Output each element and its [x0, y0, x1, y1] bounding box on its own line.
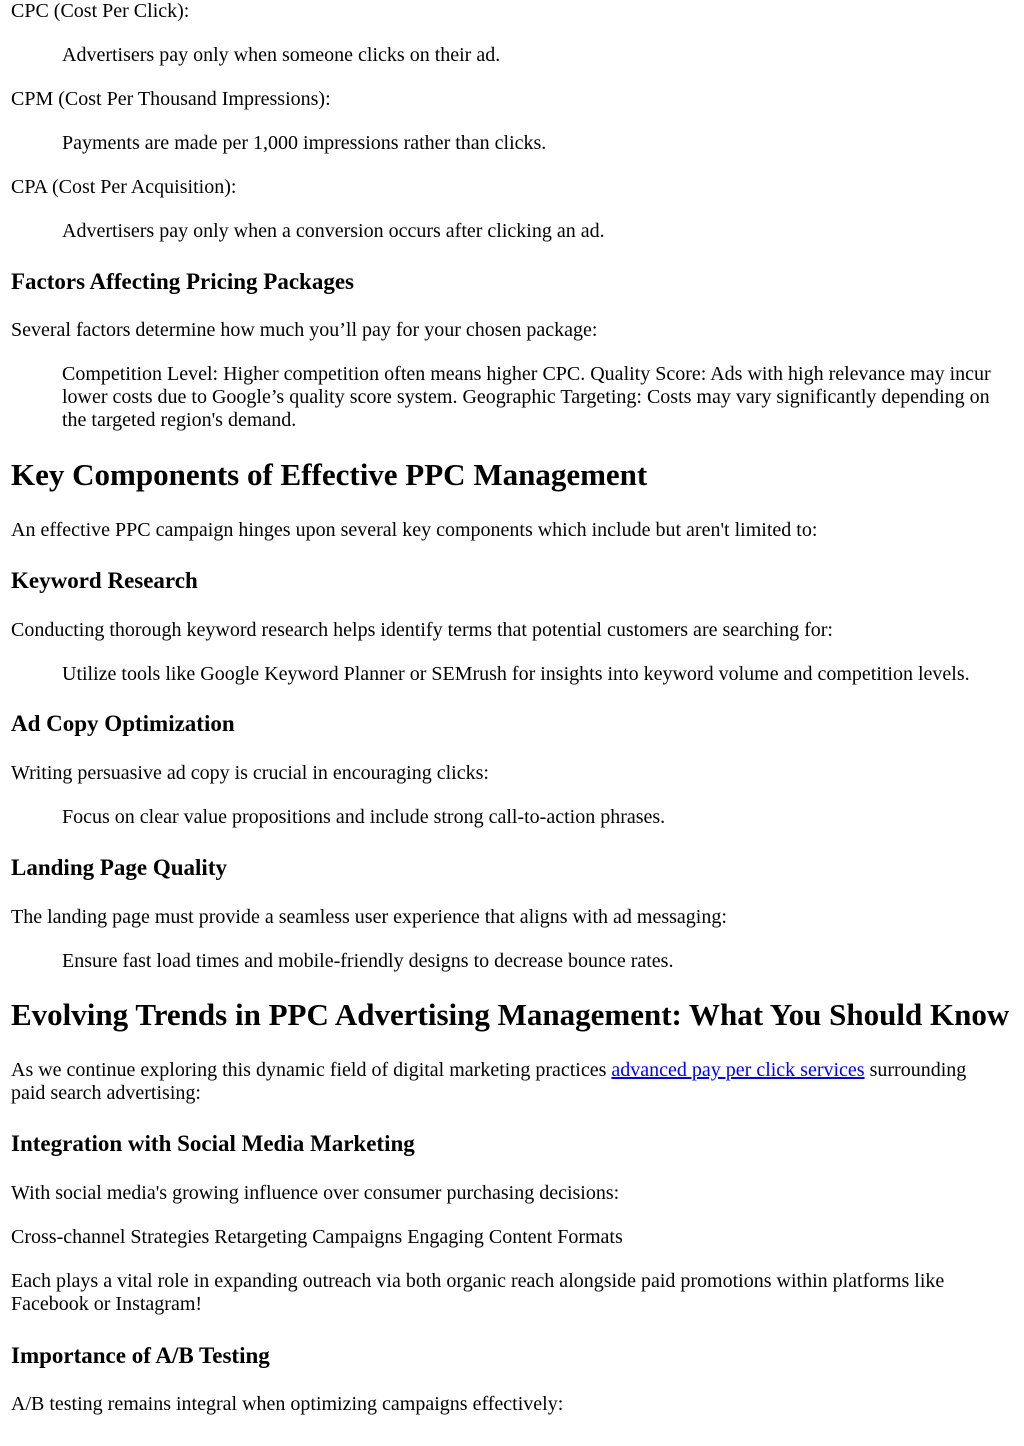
cpa-description: Advertisers pay only when a conversion occurs after clicking an ad.: [62, 220, 605, 242]
trends-heading: Evolving Trends in PPC Advertising Management: What You Should Know: [11, 997, 1010, 1032]
cpc-description: Advertisers pay only when someone clicks on their ad.: [62, 44, 501, 66]
advanced-ppc-services-link[interactable]: advanced pay per click services: [611, 1059, 865, 1081]
landing-page-heading: Landing Page Quality: [11, 855, 227, 880]
factors-detail: Competition Level: Higher competition often means higher CPC. Quality Score: Ads with high relevance may incur lower costs due to Google’s quality score system. Geographic Targeting: Costs may vary significantly depending on the targeted region's demand.: [62, 363, 991, 431]
trends-intro: [11, 1059, 1001, 1105]
social-media-list: Cross-channel Strategies Retargeting Campaigns Engaging Content Formats: [11, 1226, 623, 1248]
factors-heading: Factors Affecting Pricing Packages: [11, 269, 354, 294]
ad-copy-detail: Focus on clear value propositions and include strong call-to-action phrases.: [62, 806, 666, 828]
ad-copy-intro: Writing persuasive ad copy is crucial in encouraging clicks:: [11, 762, 489, 784]
trends-intro-text-end: surrounding paid search advertising:: [11, 1059, 967, 1104]
ab-testing-intro: A/B testing remains integral when optimizing campaigns effectively:: [11, 1393, 564, 1415]
keyword-research-heading: Keyword Research: [11, 568, 198, 593]
ab-testing-heading: Importance of A/B Testing: [11, 1343, 270, 1368]
cpa-term: CPA (Cost Per Acquisition):: [11, 176, 237, 198]
landing-page-intro: The landing page must provide a seamless user experience that aligns with ad messaging:: [11, 906, 727, 928]
cpm-term: CPM (Cost Per Thousand Impressions):: [11, 88, 331, 110]
key-components-heading: Key Components of Effective PPC Management: [11, 457, 648, 492]
social-media-outro: Each plays a vital role in expanding outreach via both organic reach alongside paid promotions within platforms like Facebook or Instagram!: [11, 1270, 945, 1315]
landing-page-detail: Ensure fast load times and mobile-friendly designs to decrease bounce rates.: [62, 950, 674, 972]
keyword-research-detail: Utilize tools like Google Keyword Planner or SEMrush for insights into keyword volume and competition levels.: [62, 663, 970, 685]
factors-intro: Several factors determine how much you’ll pay for your chosen package:: [11, 319, 598, 341]
key-components-intro: An effective PPC campaign hinges upon several key components which include but aren't limited to:: [11, 519, 818, 541]
social-media-intro: With social media's growing influence over consumer purchasing decisions:: [11, 1182, 620, 1204]
keyword-research-intro: Conducting thorough keyword research helps identify terms that potential customers are searching for:: [11, 619, 833, 641]
cpm-description: Payments are made per 1,000 impressions rather than clicks.: [62, 132, 547, 154]
trends-intro-text: As we continue exploring this dynamic field of digital marketing practices: [11, 1059, 612, 1081]
cpc-term: CPC (Cost Per Click):: [11, 0, 190, 22]
social-media-heading: Integration with Social Media Marketing: [11, 1131, 415, 1156]
ad-copy-heading: Ad Copy Optimization: [11, 711, 235, 736]
